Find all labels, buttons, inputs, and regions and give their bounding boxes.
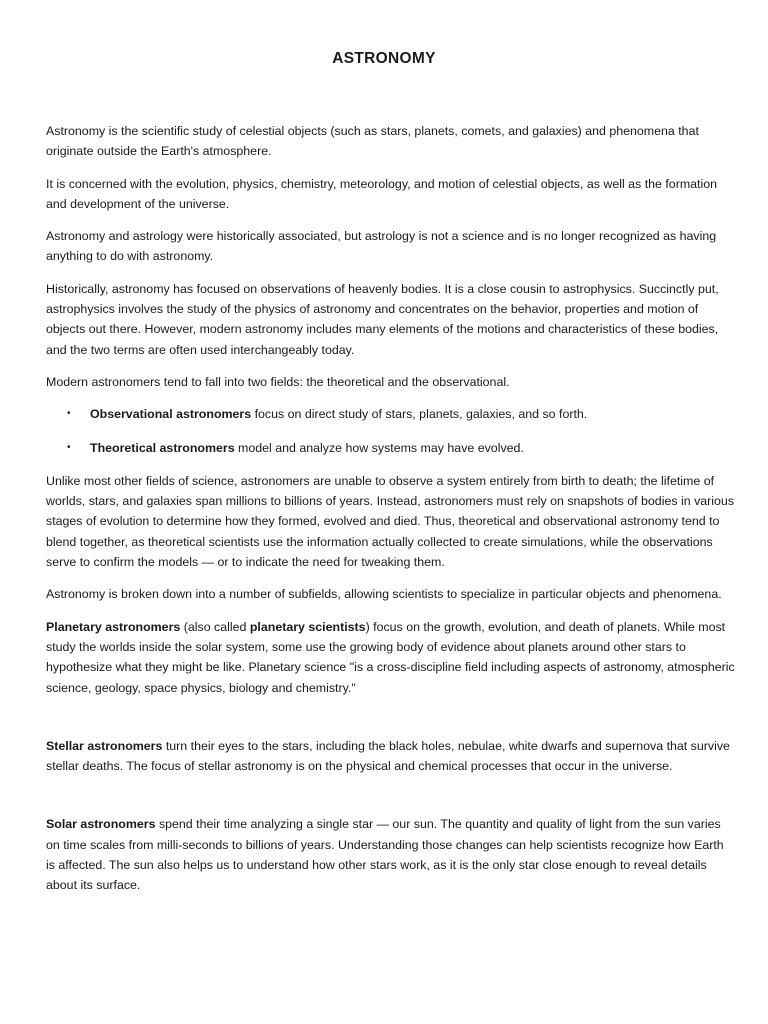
- paragraph-definition: Astronomy is the scientific study of celestial objects (such as stars, planets, comets, and galaxies) and phenomena that originate outside the Earth's atmosphere.: [46, 124, 699, 159]
- planetary-rest: ) focus on the growth, evolution, and death of planets. While most study the worlds inside the solar system, some use the growing body of evidence about planets around other stars to hypothesize what they might be like. Planetary science "is a cross-discipline field including aspects of astronomy, atmospheric science, geology, space physics, biology and chemistry.": [46, 619, 735, 695]
- paragraph-solar: [46, 814, 736, 895]
- solar-rest: spend their time analyzing a single star — our sun. The quantity and quality of light from the sun varies on time scales from milli-seconds to billions of years. Understanding those changes can help scientists recognize how Earth is affected. The sun also helps us to understand how other stars work, as it is the only star close enough to reveal details about its surface.: [46, 817, 724, 893]
- paragraph-stellar: [46, 736, 736, 777]
- term-stellar-astronomers: Stellar astronomers: [46, 738, 163, 753]
- page-title: ASTRONOMY: [332, 50, 436, 67]
- paragraph-scope: It is concerned with the evolution, physics, chemistry, meteorology, and motion of celestial objects, as well as the formation and development of the universe.: [46, 176, 718, 211]
- paragraph-fields: Modern astronomers tend to fall into two fields: the theoretical and the observational.: [46, 374, 510, 389]
- fields-list: [46, 404, 736, 458]
- paragraph-astrology: Astronomy and astrology were historically associated, but astrology is not a science and is no longer recognized as having anything to do with astronomy.: [46, 229, 717, 264]
- spacer: [46, 710, 736, 736]
- list-item-text: focus on direct study of stars, planets, galaxies, and so forth.: [251, 407, 588, 422]
- list-item-text: model and analyze how systems may have evolved.: [234, 440, 524, 455]
- paragraph-subfields: Astronomy is broken down into a number of subfields, allowing scientists to specialize in particular objects and phenomena.: [46, 587, 722, 602]
- term-theoretical: Theoretical astronomers: [90, 440, 235, 455]
- term-observational: Observational astronomers: [90, 407, 252, 422]
- term-planetary-scientists: planetary scientists: [249, 619, 366, 634]
- paragraph-planetary: [46, 617, 736, 698]
- stellar-rest: turn their eyes to the stars, including the black holes, nebulae, white dwarfs and supernova that survive stellar deaths. The focus of stellar astronomy is on the physical and chemical processes that occur in the universe.: [46, 738, 730, 774]
- planetary-mid: (also called: [180, 619, 250, 634]
- spacer: [46, 788, 736, 814]
- term-planetary-astronomers: Planetary astronomers: [46, 619, 181, 634]
- bullet-icon: •: [67, 408, 71, 420]
- document-body: [46, 121, 736, 908]
- bullet-icon: •: [67, 441, 71, 453]
- term-solar-astronomers: Solar astronomers: [46, 817, 156, 832]
- paragraph-history: Historically, astronomy has focused on observations of heavenly bodies. It is a close cousin to astrophysics. Succinctly put, astrophysics involves the study of the physics of astronomy and concentrates on the behavior, properties and motion of objects out there. However, modern astronomy includes many elements of the motions and characteristics of these bodies, and the two terms are often used interchangeably today.: [46, 281, 719, 357]
- paragraph-snapshots: Unlike most other fields of science, astronomers are unable to observe a system entirely from birth to death; the lifetime of worlds, stars, and galaxies span millions to billions of years. Instead, astronomers must rely on snapshots of bodies in various stages of evolution to determine how they formed, evolved and died. Thus, theoretical and observational astronomy tend to blend together, as theoretical scientists use the information actually collected to create simulations, while the observations serve to confirm the models — or to indicate the need for tweaking them.: [46, 473, 735, 570]
- list-item-observational: [46, 404, 736, 424]
- list-item-theoretical: [46, 438, 736, 458]
